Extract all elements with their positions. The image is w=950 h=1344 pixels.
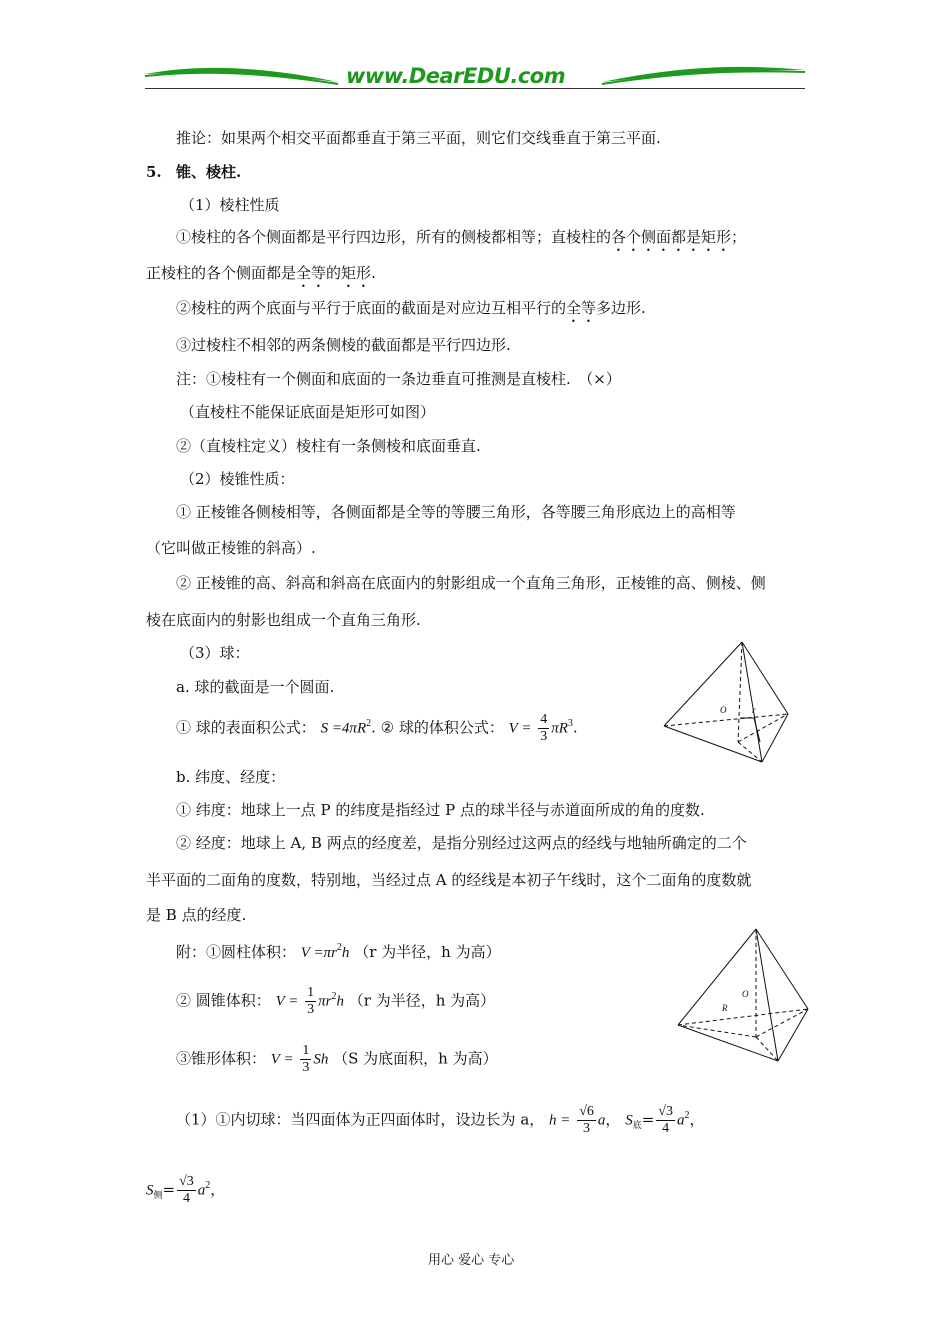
- inscribed-comma-1: ，: [605, 1110, 621, 1129]
- inscribed-comma-2: ，: [689, 1110, 705, 1129]
- fig1-label-r: r: [752, 705, 756, 715]
- prism-properties-title: （1）棱柱性质: [180, 196, 280, 214]
- prism-property-1b-mid: 的: [326, 264, 342, 282]
- pyramid-vol-frac: [300, 1043, 311, 1076]
- sphere-section: a. 球的截面是一个圆面.: [176, 678, 335, 696]
- pyramid-vol-label: ③锥形体积：: [176, 1049, 267, 1068]
- lateral-s-lhs: S: [146, 1182, 154, 1199]
- sphere-area-label: ① 球的表面积公式：: [176, 718, 316, 737]
- prism-property-1a: [176, 227, 746, 255]
- header-site-name: www.DearEDU.com: [346, 64, 566, 88]
- prism-property-1a-end: ；: [731, 228, 747, 246]
- pyramid-property-1a: ① 正棱锥各侧棱相等，各侧面都是全等的等腰三角形，各等腰三角形底边上的高相等: [176, 503, 736, 521]
- header-rule: [145, 88, 805, 89]
- prism-property-1b-dotted2: 矩形: [341, 264, 372, 282]
- inscribed-s-sub: 底: [632, 1120, 642, 1131]
- appendix-cylinder: [176, 942, 501, 965]
- sphere-formulas: [176, 712, 578, 745]
- prism-property-2-dotted: 全等: [566, 299, 597, 317]
- lateral-s-den: 4: [182, 1191, 190, 1206]
- cylinder-label: 附：①圆柱体积：: [176, 943, 297, 961]
- pyramid-vol-num: 1: [302, 1043, 310, 1058]
- prism-property-2: [176, 298, 646, 326]
- note-3: ②（直棱柱定义）棱柱有一条侧棱和底面垂直.: [176, 437, 481, 455]
- sphere-volume-den: 3: [540, 729, 548, 744]
- pyramid-property-1b: （它叫做正棱锥的斜高）.: [146, 539, 316, 557]
- inscribed-s-den: 4: [662, 1121, 670, 1136]
- section-5-title: 锥、棱柱.: [176, 163, 242, 181]
- cone-h: h: [336, 993, 344, 1010]
- inscribed-s-exp: 2: [684, 1109, 690, 1121]
- lateral-s-frac: [177, 1174, 196, 1207]
- inscribed-h-rhs: a: [597, 1112, 606, 1129]
- inscribed-h-lhs: h =: [549, 1112, 571, 1129]
- pyramid-vol-note: （S 为底面积，h 为高）: [333, 1049, 498, 1068]
- inscribed-s-num: √3: [658, 1104, 673, 1119]
- lateral-s-comma: ，: [210, 1180, 226, 1199]
- cone-num: 1: [307, 985, 315, 1000]
- sphere-title: （3）球：: [180, 644, 250, 662]
- inscribed-h-frac: [577, 1104, 596, 1137]
- prism-property-1b-end: .: [371, 264, 376, 282]
- cone-lhs: V =: [275, 993, 299, 1010]
- sphere-area-exp: 2: [366, 717, 372, 729]
- cone-rhs: πr: [318, 993, 332, 1010]
- sphere-volume-lhs: V =: [508, 720, 532, 737]
- cone-note: （r 为半径，h 为高）: [348, 991, 496, 1010]
- footer-slogan: 用心 爱心 专心: [428, 1253, 515, 1268]
- appendix-cone: [176, 985, 495, 1018]
- cone-frac: [305, 985, 316, 1018]
- sphere-volume-rhs: πR: [551, 720, 568, 737]
- prism-property-2-text: ②棱柱的两个底面与平行于底面的截面是对应边互相平行的: [176, 299, 567, 317]
- fig2-label-o: O: [742, 989, 749, 999]
- section-5-number: 5.: [146, 163, 162, 181]
- prism-property-3: ③过棱柱不相邻的两条侧棱的截面都是平行四边形.: [176, 336, 511, 354]
- prism-property-1a-dotted: 各个侧面都是矩形: [611, 228, 732, 246]
- pyramid-vol-rhs: Sh: [313, 1051, 329, 1068]
- sphere-volume-frac: [538, 712, 549, 745]
- pyramid-property-2a: ② 正棱锥的高、斜高和斜高在底面内的射影组成一个直角三角形，正棱锥的高、侧棱、侧: [176, 574, 766, 592]
- prism-property-1b-text: 正棱柱的各个侧面都是: [146, 264, 297, 282]
- sphere-area-formula: S =4πR: [320, 720, 367, 737]
- note-1: 注：①棱柱有一个侧面和底面的一条边垂直可推测是直棱柱. （×）: [176, 370, 621, 388]
- lat-lon-title: b. 纬度、经度：: [176, 768, 286, 786]
- sphere-volume-num: 4: [540, 712, 548, 727]
- lateral-s-eq: =: [162, 1180, 176, 1199]
- sphere-volume-exp: 3: [567, 717, 573, 729]
- fig2-label-r: R: [722, 1003, 728, 1013]
- corollary-line: 推论：如果两个相交平面都垂直于第三平面，则它们交线垂直于第三平面.: [176, 129, 661, 147]
- lateral-area-line: [146, 1174, 225, 1207]
- lateral-s-num: √3: [179, 1174, 194, 1189]
- pyramid-vol-lhs: V =: [270, 1051, 294, 1068]
- cone-label: ② 圆锥体积：: [176, 991, 271, 1010]
- inscribed-h-num: √6: [579, 1104, 594, 1119]
- prism-property-1b: [146, 263, 376, 291]
- longitude-def-3: 是 B 点的经度.: [146, 906, 247, 924]
- prism-property-1b-dotted1: 全等: [296, 264, 327, 282]
- inscribed-sphere-line: [176, 1104, 704, 1137]
- cylinder-exp: 2: [336, 942, 342, 953]
- lateral-s-rhs: a: [197, 1182, 206, 1199]
- cone-den: 3: [307, 1002, 315, 1017]
- prism-property-1a-text: ①棱柱的各个侧面都是平行四边形，所有的侧棱都相等；直棱柱的: [176, 228, 612, 246]
- inscribed-s-lhs: S: [625, 1112, 633, 1129]
- sphere-volume-end: .: [572, 718, 578, 737]
- cylinder-note: （r 为半径，h 为高）: [354, 943, 501, 961]
- longitude-def-2: 半平面的二面角的度数，特别地，当经过点 A 的经线是本初子午线时，这个二面角的度数就: [146, 871, 752, 889]
- note-2: （直棱柱不能保证底面是矩形可如图）: [180, 403, 436, 421]
- lateral-s-exp: 2: [205, 1179, 211, 1191]
- lateral-s-sub: 侧: [153, 1190, 163, 1201]
- fig1-label-o: O: [720, 705, 727, 715]
- tetrahedron-figure-2: [672, 925, 812, 1065]
- inscribed-label: （1）①内切球：当四面体为正四面体时，设边长为 a，: [176, 1110, 545, 1129]
- pyramid-properties-title: （2）棱锥性质：: [180, 470, 295, 488]
- longitude-def-1: ② 经度：地球上 A, B 两点的经度差，是指分别经过这两点的经线与地轴所确定的二个: [176, 834, 747, 852]
- inscribed-h-den: 3: [583, 1121, 591, 1136]
- cone-exp: 2: [331, 990, 337, 1002]
- inscribed-s-frac: [656, 1104, 675, 1137]
- appendix-pyramid: [176, 1043, 498, 1076]
- inscribed-s-eq: =: [641, 1110, 655, 1129]
- cylinder-formula: V =πr: [300, 945, 337, 961]
- inscribed-s-rhs: a: [676, 1112, 685, 1129]
- prism-property-2-end: 多边形.: [596, 299, 646, 317]
- sphere-volume-label: . ② 球的体积公式：: [371, 718, 504, 737]
- pyramid-property-2b: 棱在底面内的射影也组成一个直角三角形.: [146, 611, 421, 629]
- cylinder-h: h: [341, 945, 350, 961]
- tetrahedron-figure-1: [660, 638, 800, 768]
- latitude-def: ① 纬度：地球上一点 P 的纬度是指经过 P 点的球半径与赤道面所成的角的度数.: [176, 801, 705, 819]
- pyramid-vol-den: 3: [302, 1060, 310, 1075]
